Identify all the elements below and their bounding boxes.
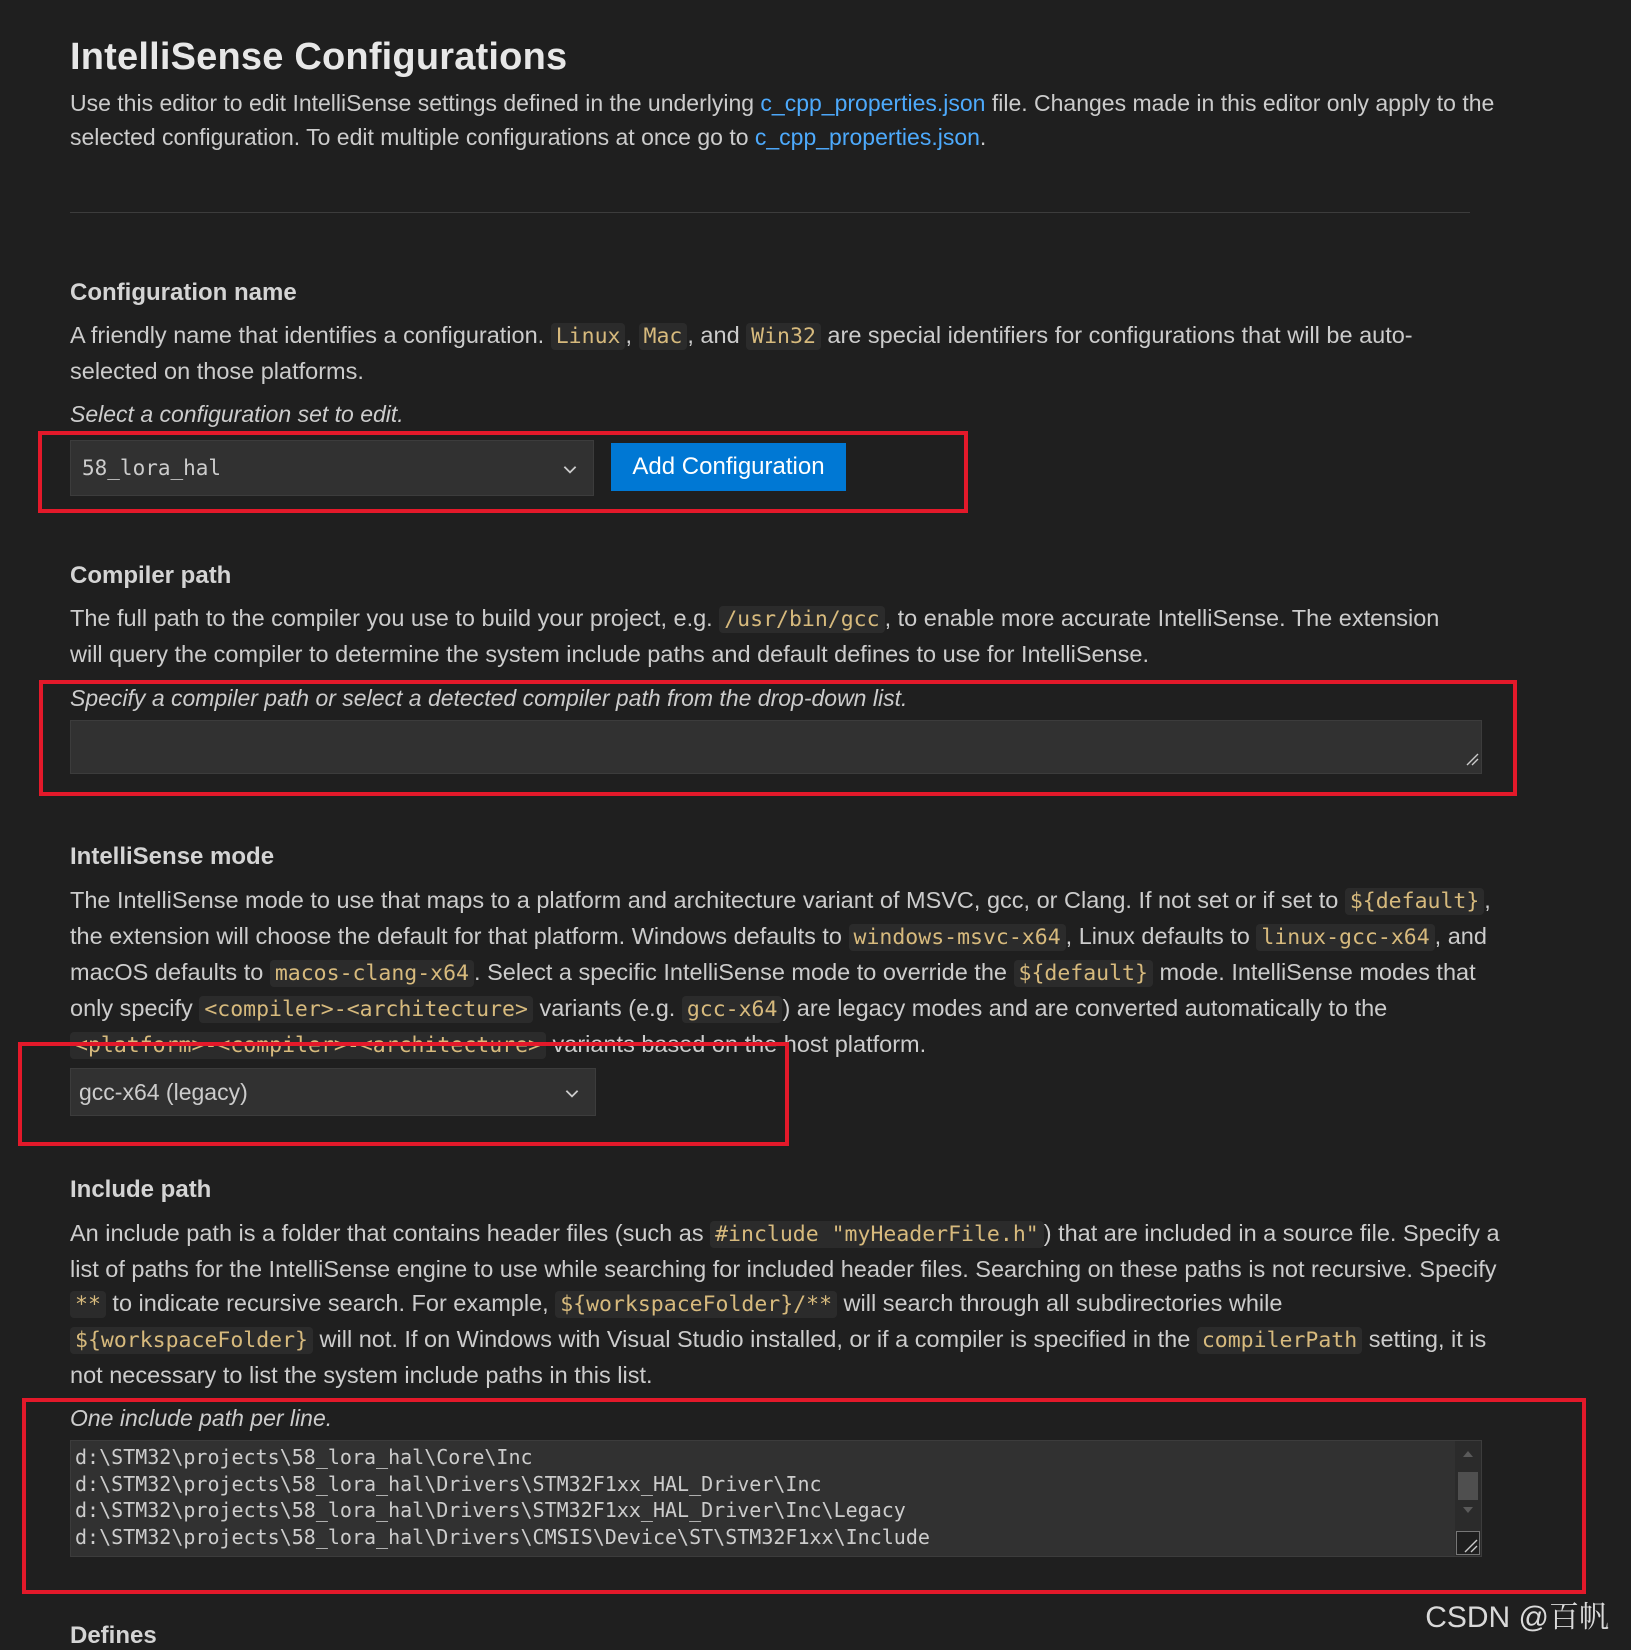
code-compiler-path: compilerPath <box>1197 1327 1362 1354</box>
watermark: CSDN @百帆 <box>1425 1601 1609 1634</box>
code-double-star: ** <box>70 1291 106 1318</box>
desc-text: An include path is a folder that contains header files (such as <box>70 1220 711 1246</box>
intellisense-mode-title: IntelliSense mode <box>70 843 275 870</box>
desc-text: ) are legacy modes and are converted automatically to the <box>782 995 1388 1021</box>
code-workspace-folder: ${workspaceFolder} <box>70 1327 313 1354</box>
code-default-2: ${default} <box>1014 960 1153 987</box>
add-configuration-button[interactable]: Add Configuration <box>611 443 846 491</box>
desc-text: , Linux defaults to <box>1065 923 1257 949</box>
intellisense-mode-description <box>70 883 1520 1063</box>
desc-text: , the extension will choose the default for that platform. Windows defaults to <box>70 887 1491 949</box>
desc-text: , and macOS defaults to <box>70 923 1487 985</box>
desc-text: to indicate recursive search. For example, <box>105 1290 556 1316</box>
highlight-box-include-path <box>22 1398 1586 1594</box>
highlight-box-configuration <box>38 431 968 513</box>
desc-text: , <box>625 322 639 348</box>
page-title: IntelliSense Configurations <box>70 36 568 78</box>
configuration-name-title: Configuration name <box>70 279 297 306</box>
desc-text: The IntelliSense mode to use that maps to a platform and architecture variant of MSVC, gcc, or Clang. If not set or if set to <box>70 887 1345 913</box>
code-default: ${default} <box>1345 888 1484 915</box>
desc-text: will search through all subdirectories while <box>837 1290 1283 1316</box>
code-linux-gcc-x64: linux-gcc-x64 <box>1256 924 1434 951</box>
configuration-select-value: 58_lora_hal <box>82 456 222 480</box>
desc-text: will not. If on Windows with Visual Studio installed, or if a compiler is specified in the <box>313 1326 1197 1352</box>
code-workspace-folder-recursive: ${workspaceFolder}/** <box>555 1291 837 1318</box>
code-win32: Win32 <box>746 323 821 350</box>
desc-text: mode. IntelliSense modes that only specify <box>70 959 1476 1021</box>
desc-text: . Select a specific IntelliSense mode to override the <box>474 959 1014 985</box>
desc-text: are special identifiers for configurations that will be auto-selected on those platforms. <box>70 322 1413 384</box>
defines-title: Defines <box>70 1622 157 1649</box>
compiler-path-title: Compiler path <box>70 562 232 589</box>
code-gcc-x64: gcc-x64 <box>682 996 783 1023</box>
compiler-path-description <box>70 601 1470 671</box>
include-path-value: d:\STM32\projects\58_lora_hal\Core\Inc d:\STM32\projects\58_lora_hal\Drivers\STM32F1xx_HAL_Driver\Inc d:\STM32\projects\58_lora_hal\Drivers\STM32F1xx_HAL_Driver\Inc\Legacy d:\STM32\projects\58_lora_hal\Drivers\CMSIS\Device\ST\STM32F1xx\Include <box>75 1445 930 1549</box>
desc-text: , to enable more accurate IntelliSense. The extension will query the compiler to determine the system include paths and default defines to use for IntelliSense. <box>70 605 1440 667</box>
divider <box>70 212 1470 213</box>
code-platform-compiler-architecture: <platform>-<compiler>-<architecture> <box>70 1032 546 1059</box>
intellisense-mode-value: gcc-x64 (legacy) <box>79 1079 248 1105</box>
c-cpp-properties-link[interactable]: c_cpp_properties.json <box>760 90 986 116</box>
intro-text: file. Changes made in this editor only apply to the selected configuration. To edit multiple configurations at once go to <box>70 90 1495 150</box>
configuration-select-hint: Select a configuration set to edit. <box>70 401 404 427</box>
intro-text: . <box>979 124 987 150</box>
highlight-box-compiler-path <box>39 680 1517 796</box>
desc-text: The full path to the compiler you use to build your project, e.g. <box>70 605 720 631</box>
desc-text: setting, it is not necessary to list the system include paths in this list. <box>70 1326 1487 1388</box>
desc-text: A friendly name that identifies a configuration. <box>70 322 551 348</box>
desc-text: variants (e.g. <box>532 995 682 1021</box>
code-mac: Mac <box>639 323 688 350</box>
code-windows-msvc-x64: windows-msvc-x64 <box>849 924 1066 951</box>
code-compiler-architecture: <compiler>-<architecture> <box>199 996 533 1023</box>
code-include-example: #include "myHeaderFile.h" <box>710 1221 1044 1248</box>
page-intro <box>70 86 1500 154</box>
highlight-box-intellisense-mode <box>18 1042 789 1146</box>
code-macos-clang-x64: macos-clang-x64 <box>270 960 474 987</box>
include-path-description <box>70 1216 1500 1392</box>
desc-text: , and <box>687 322 747 348</box>
desc-text: variants based on the host platform. <box>546 1031 927 1057</box>
desc-text: ) that are included in a source file. Specify a list of paths for the IntelliSense engine to use while searching for included header files. Searching on these paths is not recursive. Specify <box>70 1220 1500 1282</box>
code-linux: Linux <box>551 323 626 350</box>
include-path-hint: One include path per line. <box>70 1405 333 1431</box>
c-cpp-properties-link-2[interactable]: c_cpp_properties.json <box>754 124 980 150</box>
compiler-path-hint: Specify a compiler path or select a detected compiler path from the drop-down list. <box>70 685 908 711</box>
include-path-title: Include path <box>70 1176 212 1203</box>
intro-text: Use this editor to edit IntelliSense settings defined in the underlying <box>70 90 761 116</box>
code-usr-bin-gcc: /usr/bin/gcc <box>719 606 884 633</box>
configuration-name-description <box>70 318 1470 388</box>
